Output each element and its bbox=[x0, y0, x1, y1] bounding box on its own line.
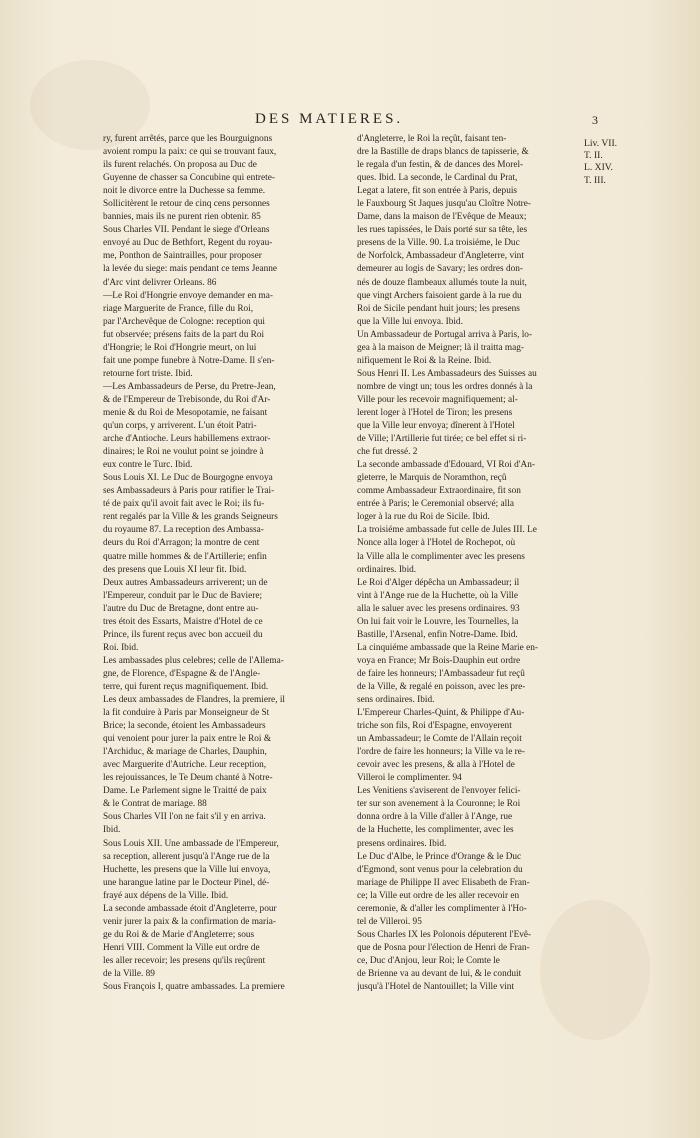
index-line: eux contre le Turc. Ibid. bbox=[103, 460, 193, 471]
index-line: Bastille, l'Arsenal, enfin Notre-Dame. Ibid. bbox=[357, 629, 518, 640]
index-line: Deux autres Ambassadeurs arriverent; un de bbox=[103, 577, 268, 588]
index-line: entrée à Paris; le Ceremonial observé; alla bbox=[357, 499, 514, 510]
index-line: La seconde ambassade d'Edouard, VI Roi d'An- bbox=[357, 460, 535, 471]
index-line: presens ordinaires. Ibid. bbox=[357, 838, 447, 849]
index-line: d'Arc vint delivrer Orleans. 86 bbox=[103, 277, 217, 288]
index-line: les rues tapissées, le Dais porté sur sa tête, les bbox=[357, 225, 528, 236]
index-line: ses Ambassadeurs à Paris pour ratifier le Trai- bbox=[103, 486, 275, 497]
index-line: de Norfolck, Ambassadeur d'Angleterre, vint bbox=[357, 251, 524, 262]
index-line: l'autre du Duc de Bretagne, dont entre au- bbox=[103, 603, 259, 614]
index-line: une harangue latine par le Docteur Pinel, dé- bbox=[103, 877, 270, 888]
index-line: deurs du Roi d'Arragon; la montre de cent bbox=[103, 538, 260, 549]
index-line: Sous Charles VII. Pendant le siege d'Orleans bbox=[103, 225, 270, 236]
index-line: de la Huchette, les complimenter, avec les bbox=[357, 825, 514, 836]
index-line: nifiquement le Roi & la Reine. Ibid. bbox=[357, 355, 492, 366]
index-line: ques. Ibid. La seconde, le Cardinal du Prat, bbox=[357, 173, 518, 184]
index-line: des presens que Louis XI leur fit. Ibid. bbox=[103, 564, 247, 575]
margin-note: T. II. bbox=[584, 150, 603, 162]
index-line: jusqu'à l'Hotel de Nantouillet; la Ville vint bbox=[357, 982, 515, 993]
margin-note: L. XIV. bbox=[584, 162, 613, 174]
index-line: d'Hongrie; le Roi d'Hongrie meurt, on lui bbox=[103, 342, 257, 353]
index-line: té de paix qu'il avoit fait avec le Roi; ils fu- bbox=[103, 499, 265, 510]
index-line: qui venoient pour jurer la paix entre le Roi & bbox=[103, 734, 272, 745]
index-line: riage Marguerite de France, fille du Roi, bbox=[103, 303, 254, 314]
index-line: de la Ville, & regalé en poisson, avec les pre- bbox=[357, 681, 526, 692]
index-line: de faire les honneurs; l'Ambassadeur fut reçû bbox=[357, 668, 525, 679]
index-line: Sous Henri II. Les Ambassadeurs des Suisses au bbox=[357, 368, 537, 379]
index-line: Huchette, les presens que la Ville lui envoya, bbox=[103, 864, 271, 875]
index-line: Le Duc d'Albe, le Prince d'Orange & le Duc bbox=[357, 851, 522, 862]
index-line: d'Angleterre, le Roi la reçût, faisant ten- bbox=[357, 134, 507, 144]
index-line: ge du Roi & de Marie d'Angleterre; sous bbox=[103, 929, 255, 940]
index-line: & le Contrat de mariage. 88 bbox=[103, 799, 207, 810]
index-line: le Fauxbourg St Jaques jusqu'au Cloître Notre- bbox=[357, 199, 531, 210]
index-line: l'ordre de faire les honneurs; la Ville va le re- bbox=[357, 747, 525, 758]
index-line: que la Ville lui envoya. Ibid. bbox=[357, 316, 463, 327]
index-line: Roi. Ibid. bbox=[103, 642, 139, 653]
index-line: noit le divorce entre la Duchesse sa femme. bbox=[103, 186, 266, 197]
index-line: On lui fait voir le Louvre, les Tournelles, la bbox=[357, 616, 519, 627]
index-line: Sous Charles IX les Polonois députerent l'Evê- bbox=[357, 929, 532, 940]
index-line: un Ambassadeur; le Comte de l'Allain reçoit bbox=[357, 734, 522, 745]
margin-note: Liv. VII. bbox=[584, 138, 618, 149]
index-line: triche son fils, Roi d'Espagne, envoyerent bbox=[357, 721, 512, 732]
index-line: fait une pompe funebre à Notre-Dame. Il s'en- bbox=[103, 355, 275, 366]
index-line: venir jurer la paix & la confirmation de maria- bbox=[103, 916, 276, 927]
index-line: —Le Roi d'Hongrie envoye demander en ma- bbox=[103, 290, 273, 301]
index-line: l'Empereur, conduit par le Duc de Baviere; bbox=[103, 590, 263, 601]
index-line: ceremonie, & d'aller les complimenter à l'Ho- bbox=[357, 903, 527, 914]
index-line: que vingt Archers faisoient garde à la rue du bbox=[357, 290, 522, 301]
index-line: cevoir avec les presens, & alla à l'Hotel de bbox=[357, 760, 515, 771]
index-line: gne, de Florence, d'Espagne & de l'Angle- bbox=[103, 668, 261, 679]
index-line: demeurer au logis de Savary; les ordres don- bbox=[357, 264, 524, 275]
index-line: Villeroi le complimenter. 94 bbox=[357, 773, 462, 784]
index-line: qu'un corps, y arriverent. L'un étoit Patri- bbox=[103, 421, 257, 432]
index-line: ce, Duc d'Anjou, leur Roi; le Comte le bbox=[357, 955, 500, 966]
index-line: La seconde ambassade étoit d'Angleterre, pour bbox=[103, 903, 277, 914]
index-line: ils furent relachés. On proposa au Duc de bbox=[103, 160, 257, 171]
index-line: de Brienne va au devant de lui, & le conduit bbox=[357, 969, 522, 979]
index-line: La troisiéme ambassade fut celle de Jules III. Le bbox=[357, 525, 537, 536]
index-line: —Les Ambassadeurs de Perse, du Pretre-Jean, bbox=[103, 381, 276, 392]
index-line: donna ordre à la Ville d'aller à l'Ange, rue bbox=[357, 812, 513, 823]
index-line: de Ville; l'Artillerie fut tirée; ce bel effet si ri- bbox=[357, 434, 527, 445]
running-head: DES MATIERES. bbox=[255, 111, 404, 127]
page-header bbox=[0, 111, 700, 135]
index-line: voya en France; Mr Bois-Dauphin eut ordre bbox=[357, 655, 521, 666]
index-line: ter sur son avenement à la Couronne; le Roi bbox=[357, 799, 521, 810]
index-line: Roi de Sicile pendant huit jours; les presens bbox=[357, 303, 520, 314]
index-line: Nonce alla loger à l'Hotel de Rochepot, où bbox=[357, 538, 516, 549]
index-line: tres étoit des Essarts, Maistre d'Hotel de ce bbox=[103, 616, 263, 627]
page-number: 3 bbox=[592, 113, 598, 127]
margin-note: T. III. bbox=[584, 174, 606, 186]
index-line: le regala d'un festin, & de dances des Morel- bbox=[357, 160, 524, 171]
index-line: La cinquiéme ambassade que la Reine Marie en- bbox=[357, 642, 538, 653]
index-line: que la Ville leur envoya; dînerent à l'Hotel bbox=[357, 421, 515, 432]
index-line: la fit conduire à Paris par Monseigneur de St bbox=[103, 708, 270, 719]
index-line: rent regalés par la Ville & les grands Seigneurs bbox=[103, 512, 278, 523]
index-line: Guyenne de chasser sa Concubine qui entrete- bbox=[103, 173, 275, 184]
index-line: Brice; la seconde, étoient les Ambassadeurs bbox=[103, 721, 266, 732]
left-column bbox=[103, 133, 347, 994]
index-line: nombre de vingt un; tous les ordres donnés à la bbox=[357, 381, 533, 392]
index-line: que de Posna pour l'élection de Henri de Fran- bbox=[357, 942, 530, 953]
index-line: quatre mille hommes & de l'Artillerie; enfin bbox=[103, 551, 267, 562]
index-line: les aller recevoir; les presens qu'ils reçûrent bbox=[103, 955, 266, 966]
index-line: che fut dressé. 2 bbox=[357, 447, 418, 458]
index-line: retourne fort triste. Ibid. bbox=[103, 368, 193, 379]
index-line: me, Ponthon de Saintrailles, pour proposer bbox=[103, 251, 262, 262]
index-line: dre la Bastille de draps blancs de tapisserie, & bbox=[357, 147, 529, 158]
index-line: gea à la maison de Meigner; là il traitta mag- bbox=[357, 342, 525, 353]
index-line: L'Empereur Charles-Quint, & Philippe d'Au- bbox=[357, 708, 525, 719]
index-line: vint à l'Ange rue de la Huchette, où la Ville bbox=[357, 590, 519, 601]
index-line: tel de Villeroi. 95 bbox=[357, 916, 422, 927]
index-line: terre, qui furent reçus magnifiquement. Ibid. bbox=[103, 681, 269, 692]
index-line: dinaires; le Roi ne voulut point se joindre à bbox=[103, 447, 264, 458]
index-line: alla le saluer avec les presens ordinaires. 93 bbox=[357, 603, 520, 614]
index-line: Sous Charles VII l'on ne fait s'il y en arriva. bbox=[103, 812, 266, 823]
index-line: arche d'Antioche. Leurs habillemens extraor- bbox=[103, 434, 271, 445]
index-line: Henri VIII. Comment la Ville eut ordre de bbox=[103, 942, 260, 953]
index-line: presens de la Ville. 90. La troisiéme, le Duc bbox=[357, 238, 520, 249]
index-line: Ibid. bbox=[103, 825, 121, 836]
index-line: Le Roi d'Alger dépêcha un Ambassadeur; il bbox=[357, 577, 520, 588]
index-line: mariage de Philippe II avec Elisabeth de Fran- bbox=[357, 877, 530, 888]
index-line: gleterre, le Marquis de Noramthon, reçû bbox=[357, 473, 507, 484]
index-line: Legat a latere, fit son entrée à Paris, depuis bbox=[357, 186, 518, 197]
index-line: avoient rompu la paix: ce qui se trouvant faux, bbox=[103, 147, 277, 158]
index-line: ce; la Ville eut ordre de les aller recevoir en bbox=[357, 890, 520, 901]
index-line: avec Marguerite d'Autriche. Leur reception, bbox=[103, 760, 267, 771]
index-line: fut observée; présens faits de la part du Roi bbox=[103, 329, 265, 340]
index-line: Les Venitiens s'aviserent de l'envoyer felici- bbox=[357, 786, 521, 797]
right-column bbox=[357, 133, 582, 994]
index-line: Ville pour les recevoir magnifiquement; al- bbox=[357, 394, 518, 405]
index-line: Dame, dans la maison de l'Evêque de Meaux; bbox=[357, 212, 527, 223]
index-line: Les ambassades plus celebres; celle de l'Allema- bbox=[103, 655, 284, 666]
index-line: Sous Louis XI. Le Duc de Bourgogne envoya bbox=[103, 473, 273, 484]
index-line: Prince, ils furent reçus avec bon accueil du bbox=[103, 629, 263, 640]
index-line: nés de douze flambeaux allumés toute la nuit, bbox=[357, 277, 527, 288]
index-line: l'Archiduc, & mariage de Charles, Dauphin, bbox=[103, 747, 267, 758]
index-line: menie & du Roi de Mesopotamie, ne faisant bbox=[103, 407, 268, 418]
index-line: Les deux ambassades de Flandres, la premiere, il bbox=[103, 695, 286, 706]
index-line: du royaume 87. La reception des Ambassa- bbox=[103, 525, 264, 536]
index-line: Dame. Le Parlement signe le Traitté de paix bbox=[103, 786, 267, 797]
index-line: envoyé au Duc de Bethfort, Regent du royau- bbox=[103, 238, 273, 249]
index-line: la levée du siege: mais pendant ce tems Jeanne bbox=[103, 264, 277, 275]
index-line: comme Ambassadeur Extraordinaire, fit son bbox=[357, 486, 521, 497]
index-line: lerent loger à l'Hotel de Tiron; les presens bbox=[357, 407, 513, 418]
index-line: bannies, mais ils ne purent rien obtenir. 85 bbox=[103, 212, 261, 223]
index-line: ry, furent arrêtés, parce que les Bourguignons bbox=[103, 134, 273, 144]
index-line: Sous Louis XII. Une ambassade de l'Empereur, bbox=[103, 838, 279, 849]
index-line: sens ordinaires. Ibid. bbox=[357, 695, 435, 706]
index-line: sa reception, allerent jusqu'à l'Ange rue de la bbox=[103, 851, 270, 862]
index-line: d'Egmond, sont venus pour la celebration du bbox=[357, 864, 523, 875]
index-line: de la Ville. 89 bbox=[103, 969, 155, 979]
index-line: les rejouissances, le Te Deum chanté à Notre- bbox=[103, 773, 273, 784]
index-line: loger à la rue du Roi de Sicile. Ibid. bbox=[357, 512, 490, 523]
index-line: Un Ambassadeur de Portugal arriva à Paris, lo- bbox=[357, 329, 533, 340]
index-line: la Ville alla le complimenter avec les presens bbox=[357, 551, 525, 562]
index-line: par l'Archevêque de Cologne: reception qui bbox=[103, 316, 265, 327]
margin-notes bbox=[584, 138, 624, 187]
index-line: Sollicitèrent le retour de cinq cens personnes bbox=[103, 199, 270, 210]
index-line: ordinaires. Ibid. bbox=[357, 564, 417, 575]
index-line: frayé aux dépens de la Ville. Ibid. bbox=[103, 890, 229, 901]
index-line: Sous François I, quatre ambassades. La premiere bbox=[103, 982, 285, 993]
index-line: & de l'Empereur de Trebisonde, du Roi d'Ar- bbox=[103, 394, 271, 405]
